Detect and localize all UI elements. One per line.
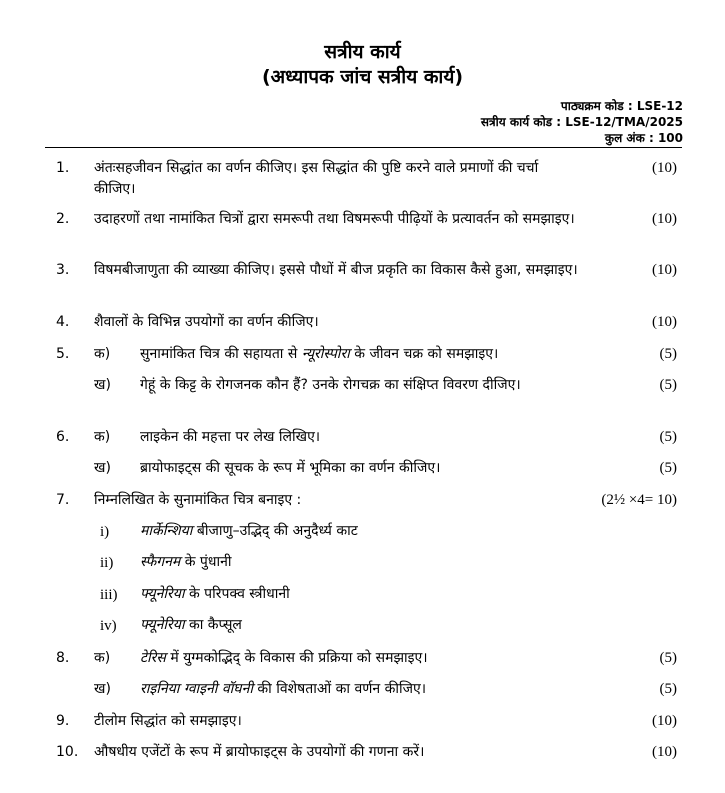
question-number: 9.	[56, 713, 70, 729]
document-subtitle: (अध्यापक जांच सत्रीय कार्य)	[261, 66, 464, 88]
subquestion-text: टेरिस में युग्मकोद्भिद् के विकास की प्रक्रिया को समझाइए।	[140, 650, 428, 666]
question-number: 2.	[56, 211, 70, 227]
assignment-code: सत्रीय कार्य कोड : LSE-12/TMA/2025	[480, 115, 683, 129]
question-text: टीलोम सिद्धांत को समझाइए।	[94, 713, 242, 729]
subquestion-text: ब्रायोफाइट्स की सूचक के रूप में भूमिका का वर्णन कीजिए।	[140, 460, 441, 476]
question-marks: (10)	[652, 160, 677, 176]
list-item: स्फैगनम के पुंधानी	[140, 554, 232, 570]
italic-term: राइनिया ग्वाइनी वॉघनी	[140, 681, 253, 697]
italic-term: मार्केन्शिया	[140, 523, 193, 539]
italic-term: न्यूरोस्पोरा	[301, 346, 350, 362]
question-number: 6.	[56, 429, 70, 445]
question-text: उदाहरणों तथा नामांकित चित्रों द्वारा समरूपी तथा विषमरूपी पीढ़ियों के प्रत्यावर्तन को समझाइए।	[94, 211, 575, 227]
question-number: 7.	[56, 492, 70, 508]
subquestion-text: राइनिया ग्वाइनी वॉघनी की विशेषताओं का वर्णन कीजिए।	[140, 681, 427, 697]
subquestion-text: सुनामांकित चित्र की सहायता से न्यूरोस्पोरा के जीवन चक्र को समझाइए।	[140, 346, 499, 362]
header-divider	[45, 147, 682, 148]
subquestion-text: लाइकेन की महत्ता पर लेख लिखिए।	[140, 429, 321, 445]
question-number: 8.	[56, 650, 70, 666]
subquestion-marks: (5)	[659, 460, 677, 476]
max-marks: कुल अंक : 100	[604, 131, 683, 145]
subquestion-marks: (5)	[659, 377, 677, 393]
subquestion-marks: (5)	[659, 650, 677, 666]
question-text: अंतःसहजीवन सिद्धांत का वर्णन कीजिए। इस सिद्धांत की पुष्टि करने वाले प्रमाणों की चर्चा कीजिए।	[94, 160, 539, 197]
subquestion-label: ख)	[94, 377, 111, 393]
list-item: मार्केन्शिया बीजाणु–उद्भिद् की अनुदैर्ध्य काट	[140, 523, 358, 539]
question-number: 4.	[56, 314, 70, 330]
subquestion-marks: (5)	[659, 346, 677, 362]
list-item-numeral: i)	[100, 524, 110, 540]
subquestion-label: ख)	[94, 460, 111, 476]
list-item-numeral: iv)	[100, 618, 117, 634]
question-marks: (2½ ×4= 10)	[601, 492, 677, 508]
list-item-numeral: ii)	[100, 555, 114, 571]
document-title: सत्रीय कार्य	[324, 41, 401, 63]
question-text: औषधीय एजेंटों के रूप में ब्रायोफाइट्स के उपयोगों की गणना करें।	[94, 744, 425, 760]
subquestion-label: क)	[94, 346, 111, 362]
list-item-numeral: iii)	[100, 587, 118, 603]
list-item: फ्यूनेरिया का कैप्सूल	[140, 617, 242, 633]
question-number: 5.	[56, 346, 70, 362]
subquestion-label: ख)	[94, 681, 111, 697]
question-marks: (10)	[652, 314, 677, 330]
italic-term: टेरिस	[140, 650, 166, 666]
list-item: फ्यूनेरिया के परिपक्व स्त्रीधानी	[140, 586, 290, 602]
question-text: शैवालों के विभिन्न उपयोगों का वर्णन कीजिए।	[94, 314, 319, 330]
question-number: 1.	[56, 160, 70, 176]
question-text: निम्नलिखित के सुनामांकित चित्र बनाइए :	[94, 492, 302, 508]
question-marks: (10)	[652, 262, 677, 278]
question-number: 10.	[56, 744, 79, 760]
italic-term: फ्यूनेरिया	[140, 617, 185, 633]
subquestion-label: क)	[94, 650, 111, 666]
question-marks: (10)	[652, 744, 677, 760]
subquestion-text: गेहूं के किट्ट के रोगजनक कौन हैं? उनके रोगचक्र का संक्षिप्त विवरण दीजिए।	[140, 377, 521, 393]
italic-term: स्फैगनम	[140, 554, 181, 570]
question-marks: (10)	[652, 211, 677, 227]
question-marks: (10)	[652, 713, 677, 729]
question-text: विषमबीजाणुता की व्याख्या कीजिए। इससे पौधों में बीज प्रकृति का विकास कैसे हुआ, समझाइए।	[94, 262, 578, 278]
subquestion-marks: (5)	[659, 681, 677, 697]
course-code: पाठ्यक्रम कोड : LSE-12	[560, 99, 683, 113]
subquestion-marks: (5)	[659, 429, 677, 445]
question-number: 3.	[56, 262, 70, 278]
italic-term: फ्यूनेरिया	[140, 586, 185, 602]
subquestion-label: क)	[94, 429, 111, 445]
